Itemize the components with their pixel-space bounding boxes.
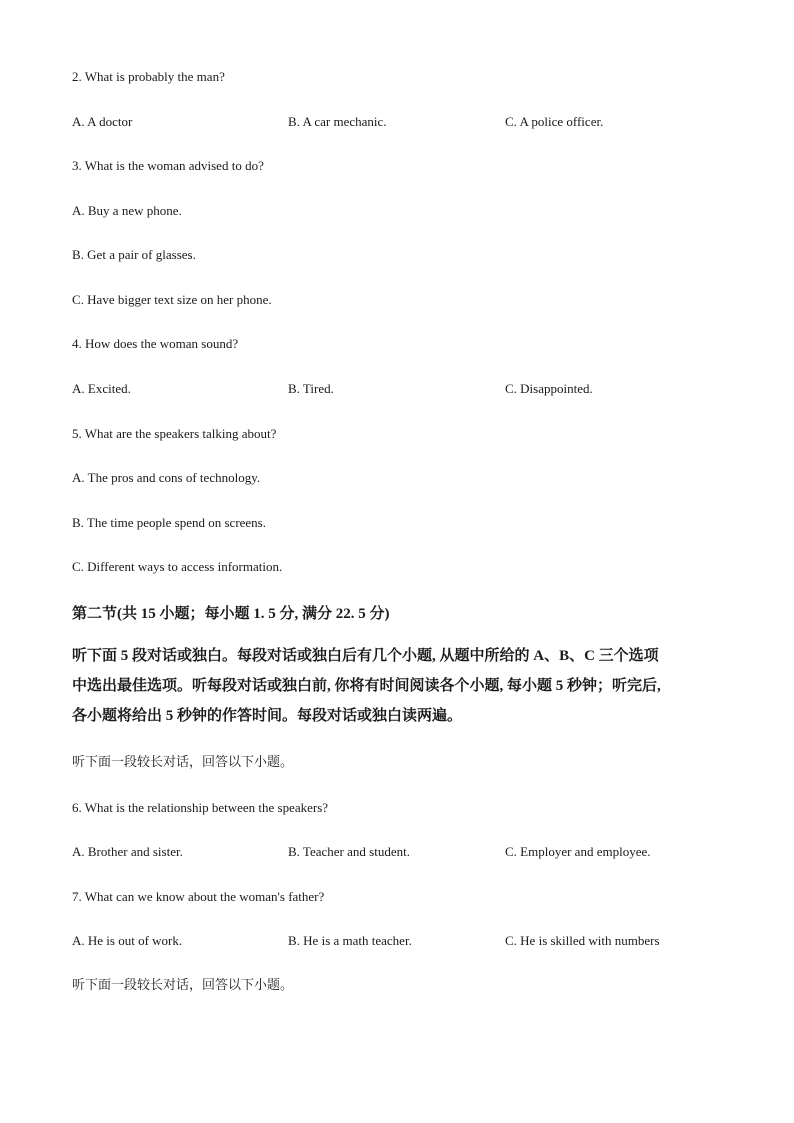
option-a: A. Excited. (72, 381, 131, 396)
option-a: A. He is out of work. (72, 933, 183, 948)
listening-prompt: 听下面一段较长对话，回答以下小题。 (72, 755, 294, 770)
option-c: C. Have bigger text size on her phone. (72, 292, 272, 307)
option-c: C. He is skilled with numbers (505, 933, 660, 948)
instruction-line: 中选出最佳选项。听每段对话或独白前, 你将有时间阅读各个小题, 每小题 5 秒钟；听完后, (72, 678, 661, 694)
question-6: 6. What is the relationship between the speakers? (72, 800, 329, 815)
question-3: 3. What is the woman advised to do? (72, 158, 264, 173)
question-5: 5. What are the speakers talking about? (72, 426, 277, 441)
option-a: A. Buy a new phone. (72, 203, 182, 218)
option-b: B. Get a pair of glasses. (72, 247, 196, 262)
option-a: A. A doctor (72, 114, 133, 129)
option-b: B. Teacher and student. (288, 844, 410, 859)
option-c: C. Different ways to access information. (72, 559, 283, 574)
option-b: B. The time people spend on screens. (72, 515, 266, 530)
option-a: A. The pros and cons of technology. (72, 470, 261, 485)
listening-prompt: 听下面一段较长对话，回答以下小题。 (72, 978, 294, 993)
question-2: 2. What is probably the man? (72, 69, 225, 84)
section-2-instructions (72, 641, 732, 731)
instruction-line: 听下面 5 段对话或独白。每段对话或独白后有几个小题, 从题中所给的 A、B、C 三个选项 (72, 648, 659, 664)
option-b: B. Tired. (288, 381, 334, 396)
question-7: 7. What can we know about the woman's father? (72, 889, 325, 904)
instruction-line: 各小题将给出 5 秒钟的作答时间。每段对话或独白读两遍。 (72, 708, 463, 724)
option-c: C. Disappointed. (505, 381, 593, 396)
option-a: A. Brother and sister. (72, 844, 183, 859)
option-b: B. A car mechanic. (288, 114, 387, 129)
option-c: C. A police officer. (505, 114, 604, 129)
option-b: B. He is a math teacher. (288, 933, 412, 948)
section-2-title: 第二节(共 15 小题；每小题 1. 5 分, 满分 22. 5 分) (72, 606, 390, 622)
option-c: C. Employer and employee. (505, 844, 651, 859)
question-4: 4. How does the woman sound? (72, 336, 239, 351)
